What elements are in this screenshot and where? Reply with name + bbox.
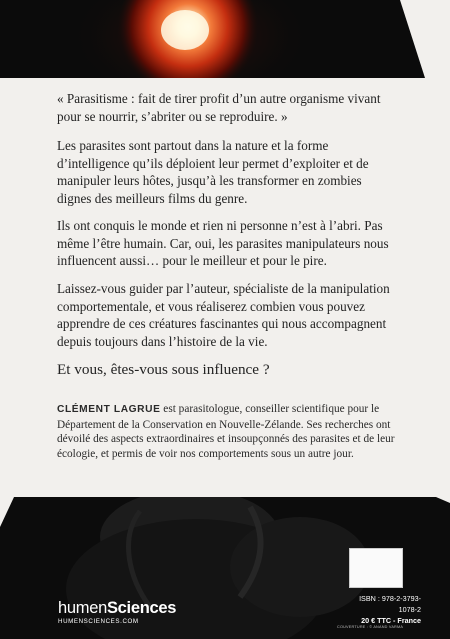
paragraph-guide: Laissez-vous guider par l’auteur, spécialiste de la manipulation comportementale, et vous réaliserez combien vous pouvez apprendre de ces créatures fascinantes qui nous accompagnent depuis toujours dans l’histoire de la vie.	[57, 281, 390, 349]
publisher-name: humenSciences	[58, 599, 177, 617]
top-image-band	[0, 0, 450, 78]
paragraph-parasites: Les parasites sont partout dans la nature et la forme d’intelligence qu’ils déploient leur permet d’exploiter et de manipuler leurs hôtes, jusqu’à les transformer en zombies dignes des meilleurs films du genre.	[57, 138, 369, 206]
publisher-logo	[58, 599, 176, 625]
author-bio-text: est parasitologue, conseiller scientifique pour le Département de la Conservation en Nouvelle-Zélande. Ses recherches ont dévoilé des aspects extraordinaires et insoupçonnés des parasites et de leur écologie, et permis de voir nos comportements sous un autre jour.	[57, 403, 395, 460]
quote-paragraph: « Parasitisme : fait de tirer profit d’un autre organisme vivant pour se nourrir, s’abriter ou se reproduire. »	[57, 91, 381, 124]
barcode-area	[349, 548, 403, 588]
isbn-number: ISBN : 978-2-3793-1078-2	[359, 594, 421, 614]
question-heading: Et vous, êtes-vous sous influence ?	[57, 361, 270, 378]
cover-credit: COUVERTURE : © ANAND VARMA	[337, 625, 404, 629]
isbn-block	[345, 593, 421, 626]
author-name: CLÉMENT LAGRUE	[57, 404, 161, 415]
author-bio	[57, 402, 397, 461]
publisher-url: HUMENSCIENCES.COM	[58, 618, 139, 625]
glowing-sphere-image	[0, 0, 450, 78]
paragraph-conquest: Ils ont conquis le monde et rien ni personne n’est à l’abri. Pas même l’être humain. Car, oui, les parasites manipulateurs nous influencent aussi… pour le meilleur et pour le pire.	[57, 218, 389, 269]
price: 20 € TTC - France	[361, 616, 421, 625]
